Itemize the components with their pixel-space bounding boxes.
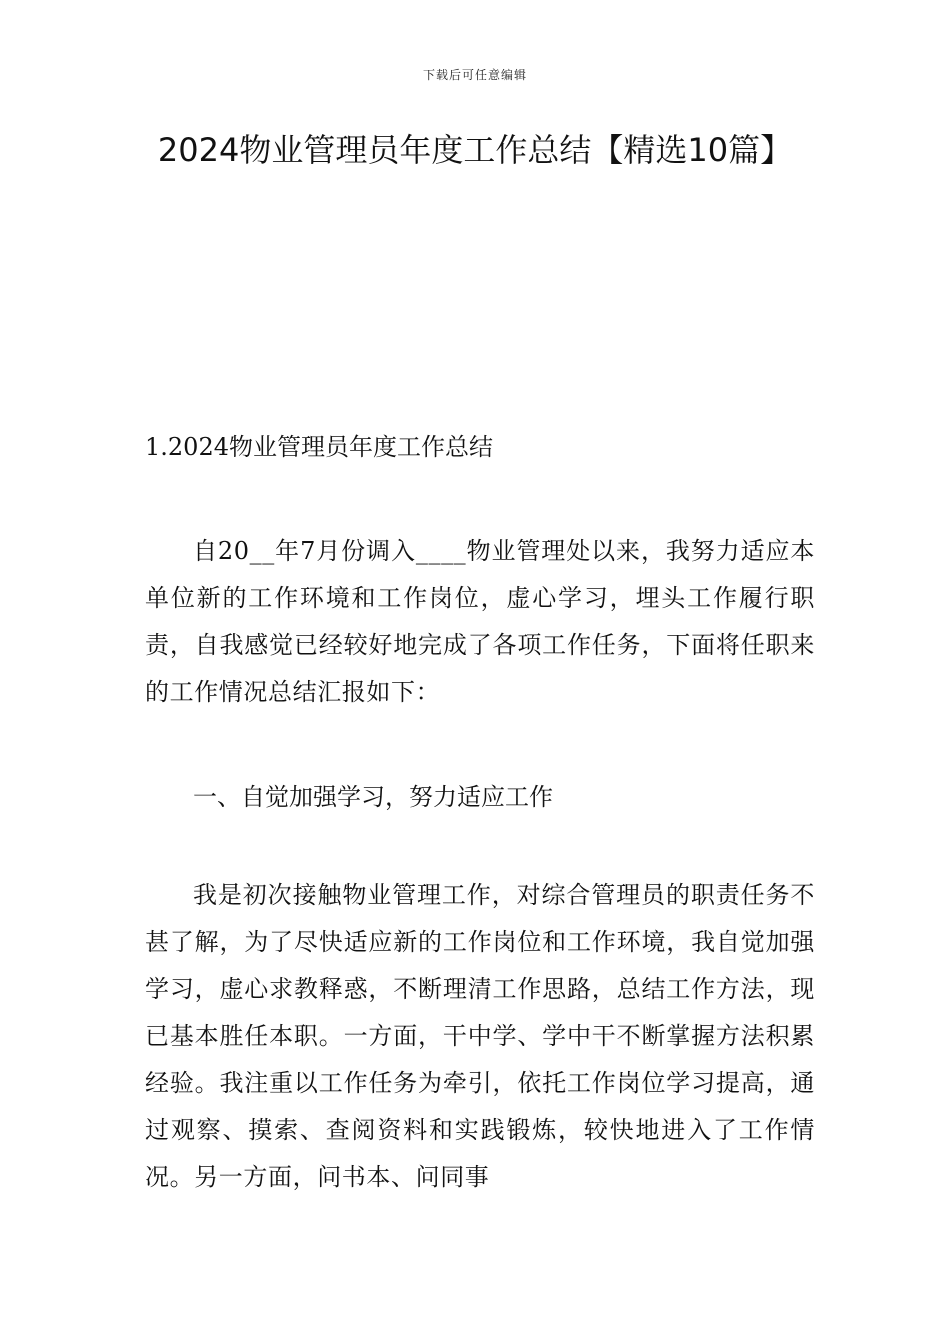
intro-paragraph: 自20__年7月份调入____物业管理处以来，我努力适应本单位新的工作环境和工作岗位，虚心学习，埋头工作履行职责，自我感觉已经较好地完成了各项工作任务，下面将任职来的工作情况总结汇报如下：: [145, 537, 815, 706]
header-note: 下载后可任意编辑: [422, 68, 527, 82]
document-title: 2024物业管理员年度工作总结【精选10篇】: [157, 131, 793, 169]
subheading: 一、自觉加强学习，努力适应工作: [193, 783, 553, 811]
section-heading: 1.2024物业管理员年度工作总结: [145, 433, 493, 461]
body-paragraph: 我是初次接触物业管理工作，对综合管理员的职责任务不甚了解，为了尽快适应新的工作岗位和工作环境，我自觉加强学习，虚心求教释惑，不断理清工作思路，总结工作方法，现已基本胜任本职。一方面，干中学、学中干不断掌握方法积累经验。我注重以工作任务为牵引，依托工作岗位学习提高，通过观察、摸索、查阅资料和实践锻炼，较快地进入了工作情况。另一方面，问书本、问同事: [145, 881, 815, 1191]
